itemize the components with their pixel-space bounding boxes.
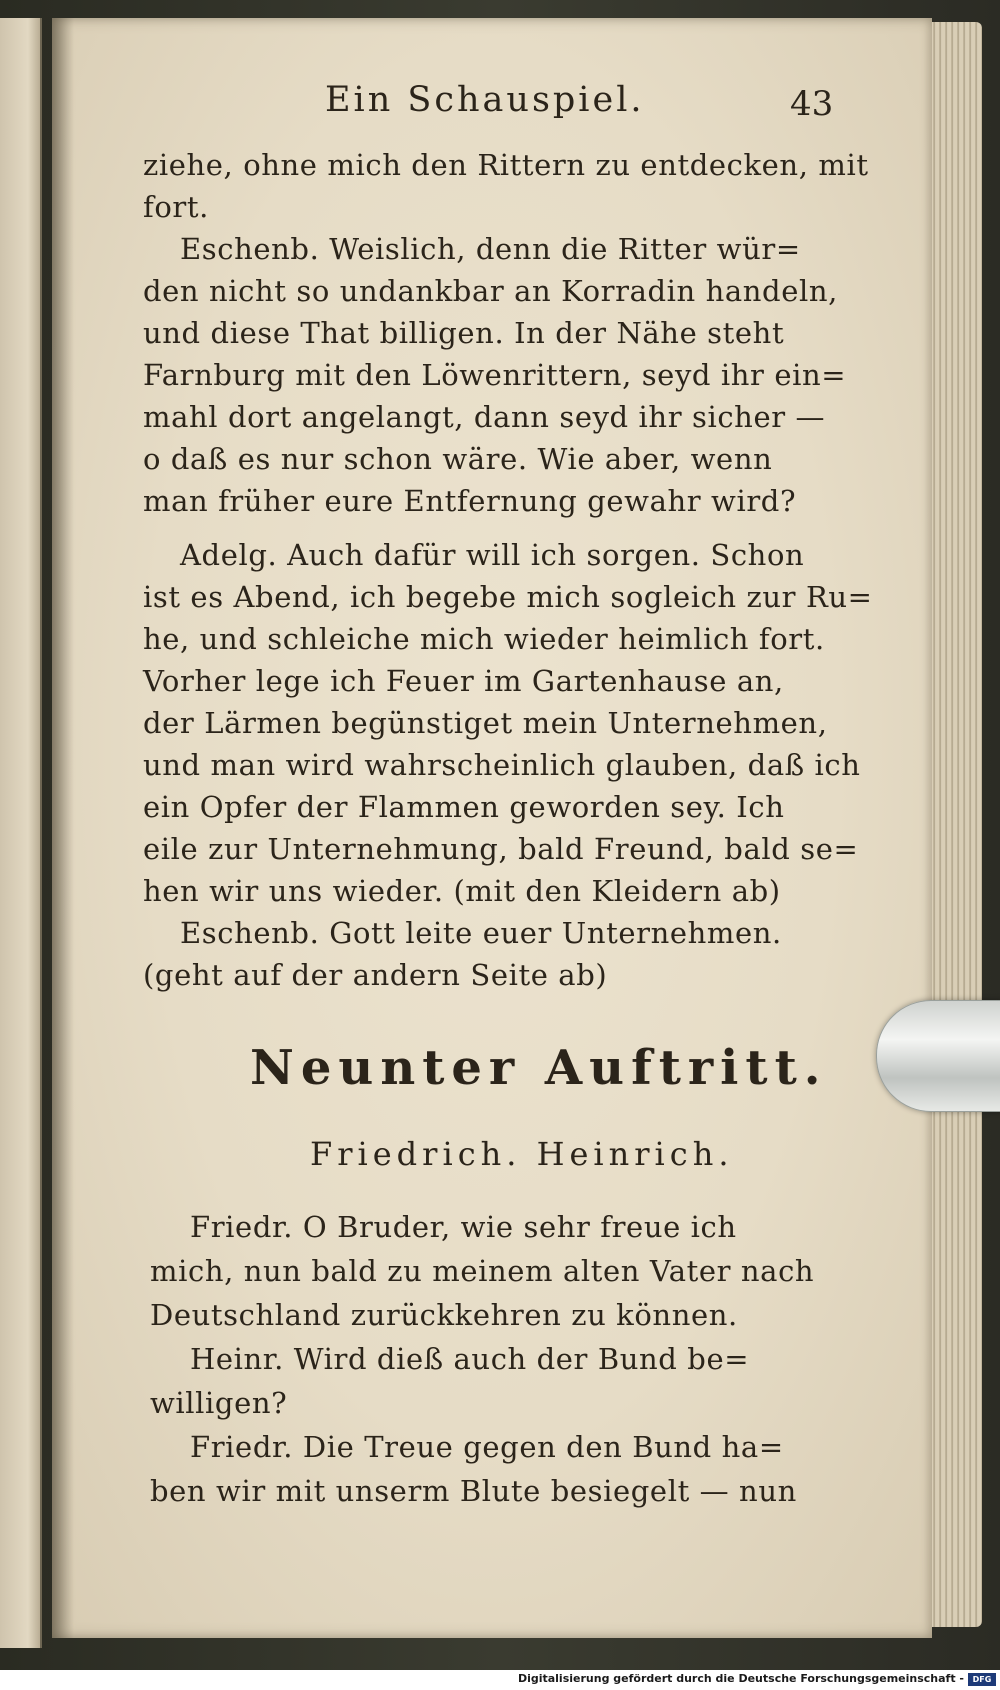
body-line: Adelg. Auch dafür will ich sorgen. Schon — [180, 538, 805, 572]
body-line: Eschenb. Gott leite euer Unternehmen. — [180, 916, 782, 950]
binding-gutter — [52, 18, 74, 1638]
body-line: mich, nun bald zu meinem alten Vater nach — [150, 1254, 815, 1288]
body-line: der Lärmen begünstiget mein Unternehmen, — [143, 706, 828, 740]
body-line: man früher eure Entfernung gewahr wird? — [143, 484, 797, 518]
body-line: he, und schleiche mich wieder heimlich fort. — [143, 622, 825, 656]
body-line: ben wir mit unserm Blute besiegelt — nun — [150, 1474, 797, 1508]
body-line: Friedr. Die Treue gegen den Bund ha= — [190, 1430, 784, 1464]
page-clip — [876, 1000, 1000, 1112]
body-line: Eschenb. Weislich, denn die Ritter wür= — [180, 232, 801, 266]
body-line: (geht auf der andern Seite ab) — [143, 958, 608, 992]
body-line: Heinr. Wird dieß auch der Bund be= — [190, 1342, 750, 1376]
body-line: Deutschland zurückkehren zu können. — [150, 1298, 738, 1332]
body-line: eile zur Unternehmung, bald Freund, bald se= — [143, 832, 859, 866]
footer-bar — [0, 1670, 1000, 1690]
body-line: fort. — [143, 190, 209, 224]
body-line: und man wird wahrscheinlich glauben, daß ich — [143, 748, 861, 782]
body-line: und diese That billigen. In der Nähe steht — [143, 316, 785, 350]
body-line: mahl dort angelangt, dann seyd ihr sicher — — [143, 400, 826, 434]
body-line: ein Opfer der Flammen geworden sey. Ich — [143, 790, 785, 824]
body-line: Farnburg mit den Löwenrittern, seyd ihr ein= — [143, 358, 847, 392]
body-line: hen wir uns wieder. (mit den Kleidern ab) — [143, 874, 781, 908]
body-line: den nicht so undankbar an Korradin handeln, — [143, 274, 838, 308]
body-line: ziehe, ohne mich den Rittern zu entdecken, mit — [143, 148, 869, 182]
page-number: 43 — [790, 84, 834, 124]
body-line: Vorher lege ich Feuer im Gartenhause an, — [143, 664, 784, 698]
dfg-logo: DFG — [968, 1673, 996, 1686]
body-line: willigen? — [150, 1386, 288, 1420]
running-title: Ein Schauspiel. — [325, 80, 645, 120]
page-stack-edge — [930, 22, 982, 1627]
body-line: ist es Abend, ich begebe mich sogleich zur Ru= — [143, 580, 873, 614]
left-page-edge — [0, 18, 42, 1648]
body-line: o daß es nur schon wäre. Wie aber, wenn — [143, 442, 773, 476]
funding-credit: Digitalisierung gefördert durch die Deutsche Forschungsgemeinschaft - — [517, 1672, 964, 1685]
scene-heading: Neunter Auftritt. — [250, 1040, 828, 1096]
body-line: Friedr. O Bruder, wie sehr freue ich — [190, 1210, 737, 1244]
scene-characters: Friedrich. Heinrich. — [310, 1135, 734, 1173]
